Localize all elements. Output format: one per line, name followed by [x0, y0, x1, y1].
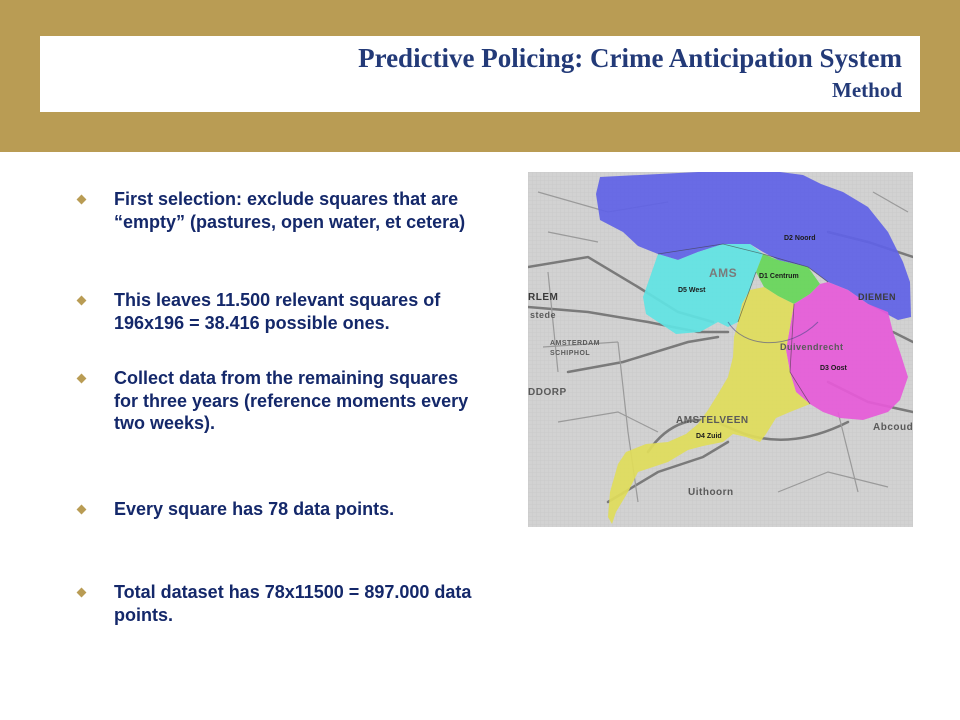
district-label-d4: D4 Zuid	[696, 433, 722, 440]
slide-title: Predictive Policing: Crime Anticipation System	[358, 43, 902, 73]
district-label-d2: D2 Noord	[784, 235, 816, 242]
diamond-bullet-icon	[77, 505, 87, 515]
title-box	[40, 36, 920, 112]
bullet-text: Total dataset has 78x11500 = 897.000 data points.	[114, 582, 472, 625]
place-name-uithoorn: Uithoorn	[688, 487, 734, 498]
bullet-item	[78, 367, 478, 435]
bullet-item	[78, 498, 478, 521]
place-name-haarlem: RLEM	[528, 292, 559, 303]
bullet-text: Every square has 78 data points.	[114, 499, 395, 519]
diamond-bullet-icon	[77, 195, 87, 205]
slide-subtitle: Method	[832, 78, 902, 102]
place-name-hoofddorp: DDORP	[528, 387, 567, 398]
diamond-bullet-icon	[77, 588, 87, 598]
district-map	[528, 172, 913, 527]
diamond-bullet-icon	[77, 296, 87, 306]
bullet-item	[78, 188, 478, 233]
place-name-schiphol-2: SCHIPHOL	[550, 350, 591, 357]
place-name-amsterdam: AMS	[709, 266, 738, 280]
bullet-item	[78, 289, 478, 334]
place-name-stede: stede	[530, 310, 557, 320]
bullet-text: Collect data from the remaining squares for three years (reference moments every two weeks).	[114, 368, 469, 433]
place-name-amstelveen: AMSTELVEEN	[676, 415, 749, 426]
bullet-item	[78, 581, 478, 626]
district-label-d3: D3 Oost	[820, 365, 847, 372]
place-name-diemen: DIEMEN	[858, 292, 897, 302]
diamond-bullet-icon	[77, 374, 87, 384]
bullet-text: First selection: exclude squares that are “empty” (pastures, open water, et cetera)	[114, 189, 466, 232]
district-label-d1: D1 Centrum	[759, 273, 799, 280]
place-name-schiphol-1: AMSTERDAM	[550, 340, 600, 347]
place-name-duivendrecht: Duivendrecht	[780, 342, 844, 352]
district-label-d5: D5 West	[678, 287, 706, 294]
place-name-abcoude: Abcoud	[873, 422, 913, 433]
bullet-text: This leaves 11.500 relevant squares of 196x196 = 38.416 possible ones.	[114, 290, 441, 333]
